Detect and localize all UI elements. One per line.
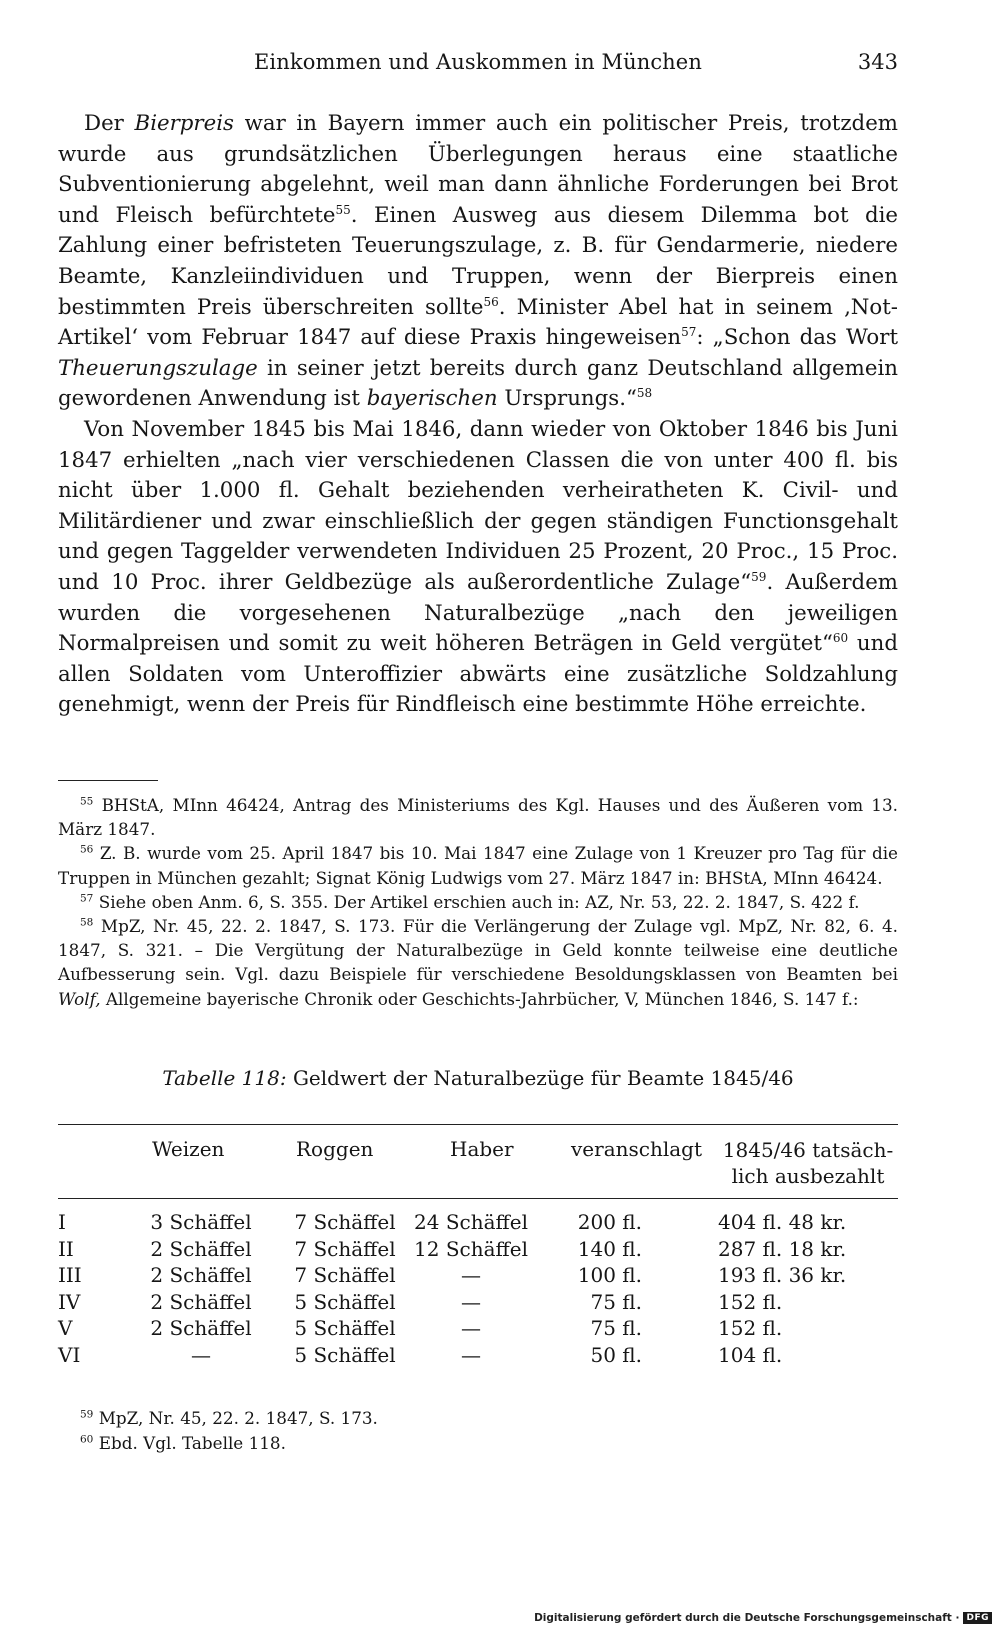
table-cell: 24 Schäffel [414, 1210, 528, 1234]
column-header-ausbezahlt: 1845/46 tatsäch- lich ausbezahlt [722, 1138, 894, 1188]
table-cell: 2 Schäffel [150, 1236, 252, 1261]
footnote-ref-58: 58 [636, 386, 653, 401]
table-cell: 3 Schäffel [150, 1210, 252, 1234]
table-cell: 5 Schäffel [294, 1343, 396, 1367]
table-cell: 12 Schäffel [414, 1236, 528, 1261]
footnote-58: $^{58}$ MpZ, Nr. 45, 22. 2. 1847, S. 173. Für die Verlängerung der Zulage vgl. MpZ, Nr. 82, 6. 4. 1847, S. 321. – Die Vergütung der Naturalbezüge in Geld konnte teilweise eine deutliche Aufbesserung sein. Vgl. dazu Beispiele für verschiedene Besoldungsklassen von Beamten bei Wolf, Allgemeine bayerische Chronik oder Geschichts-Jahrbücher, V, München 1846, S. 147 f.: [58, 916, 898, 1009]
footnote-ref-55: 55 [335, 202, 351, 217]
table-cell: VI [58, 1343, 81, 1367]
table-cell: I [58, 1210, 66, 1234]
footnote-57: $^{57}$ Siehe oben Anm. 6, S. 355. Der Artikel erschien auch in: AZ, Nr. 53, 22. 2. 1847, S. 422 f. [80, 891, 860, 912]
table-cell: II [58, 1236, 74, 1261]
footnotes [58, 793, 898, 1011]
table-cell: — [461, 1316, 481, 1341]
footnote-divider [58, 780, 158, 781]
table-header-rule [58, 1198, 898, 1199]
table-cell: 193 fl. 36 kr. [718, 1263, 847, 1288]
table-cell: 152 fl. [718, 1316, 783, 1341]
dfg-logo: DFG [963, 1612, 992, 1624]
table-cell: 404 fl. 48 kr. [718, 1210, 847, 1234]
table-cell: 7 Schäffel [294, 1236, 396, 1261]
table-cell: 100 fl. [577, 1263, 642, 1288]
paragraph-2: Von November 1845 bis Mai 1846, dann wieder von Oktober 1846 bis Juni 1847 erhielten „nach vier verschiedenen Classen die von unter 400 fl. bis nicht über 1.000 fl. Gehalt beziehenden verheiratheten K. Civil- und Militärdiener und zwar einschließlich der gegen ständigen Functionsgehalt und gegen Taggelder verwendeten Individuen 25 Prozent, 20 Proc., 15 Proc. und 10 Proc. ihrer Geldbezüge als außerordentliche Zulage“$^{59}$. Außerdem wurden die vorgesehenen Naturalbezüge „nach den jeweiligen Normalpreisen und somit zu weit höheren Beträgen in Geld vergütet“$^{60}$ und allen Soldaten vom Unteroffizier abwärts eine zusätzliche Soldzahlung genehmigt, wenn der Preis für Rindfleisch eine bestimmte Höhe erreichte. [58, 416, 899, 718]
table-cell: 2 Schäffel [150, 1316, 252, 1341]
table-cell: 7 Schäffel [294, 1263, 396, 1288]
paragraph-1: Der Bierpreis war in Bayern immer auch ein politischer Preis, trotzdem wurde aus grundsätzlichen Überlegungen heraus eine staatliche Subventionierung abgelehnt, weil man dann ähnliche Forderungen bei Brot und Fleisch befürchtete$^{55}$. Einen Ausweg aus diesem Dilemma bot die Zahlung einer befristeten Teuerungszulage, z. B. für Gendarmerie, niedere Beamte, Kanzleiindividuen und Truppen, wenn der Bierpreis einen bestimmten Preis überschreiten sollte$^{56}$. Minister Abel hat in seinem ‚Not-Artikel‘ vom Februar 1847 auf diese Praxis hingeweisen$^{57}$: „Schon das Wort Theuerungszulage in seiner jetzt bereits durch ganz Deutschland allgemein gewordenen Anwendung ist bayerischen Ursprungs.“$^{58}$ [58, 111, 898, 412]
column-header-haber: Haber [450, 1137, 514, 1161]
column-header-weizen: Weizen [152, 1137, 225, 1161]
table-cell: 2 Schäffel [150, 1289, 252, 1314]
table-caption: Tabelle 118: Geldwert der Naturalbezüge für Beamte 1845/46 [162, 1066, 794, 1090]
table-cell: 104 fl. [718, 1343, 783, 1367]
table-cell: — [461, 1343, 481, 1367]
table-cell: 2 Schäffel [150, 1263, 252, 1288]
table-cell: III [58, 1263, 82, 1288]
footnote-56: $^{56}$ Z. B. wurde vom 25. April 1847 bis 10. Mai 1847 eine Zulage von 1 Kreuzer pro Tag für die Truppen in München gezahlt; Signat König Ludwigs vom 27. März 1847 in: BHStA, MInn 46424. [58, 843, 898, 888]
table-cell: V [58, 1316, 73, 1341]
table-cell: 200 fl. [577, 1210, 642, 1234]
footnotes-bottom [58, 1406, 898, 1455]
footnote-ref-57: 57 [681, 325, 697, 340]
footnote-ref-59: 59 [751, 569, 767, 584]
table-cell: 75 fl. [590, 1289, 642, 1314]
main-text [58, 109, 898, 721]
table-cell: — [461, 1289, 481, 1314]
footnote-ref-56: 56 [483, 294, 499, 309]
page-header [58, 46, 898, 80]
page-number: 343 [857, 50, 898, 74]
footnote-ref-60: 60 [832, 631, 849, 645]
table-cell: 287 fl. 18 kr. [718, 1236, 847, 1261]
table-top-rule [58, 1124, 898, 1125]
table-cell: 5 Schäffel [294, 1289, 396, 1314]
footnote-59: $^{59}$ MpZ, Nr. 45, 22. 2. 1847, S. 173. [80, 1408, 378, 1428]
table-cell: 5 Schäffel [294, 1316, 396, 1341]
running-title: Einkommen und Auskommen in München [254, 50, 702, 74]
table-cell: IV [58, 1289, 81, 1314]
table-cell: 152 fl. [718, 1289, 783, 1314]
column-header-veranschlagt: veranschlagt [571, 1137, 703, 1161]
column-header-roggen: Roggen [296, 1137, 374, 1161]
footnote-55: $^{55}$ BHStA, MInn 46424, Antrag des Ministeriums des Kgl. Hauses und des Äußeren vom 13. März 1847. [58, 795, 898, 840]
table-cell: — [461, 1263, 481, 1288]
table-cell: — [191, 1343, 211, 1367]
digitization-credit: Digitalisierung gefördert durch die Deutsche Forschungsgemeinschaft · DFG [534, 1612, 992, 1624]
table-cell: 140 fl. [577, 1236, 642, 1261]
table-cell: 7 Schäffel [294, 1210, 396, 1234]
footnote-60: $^{60}$ Ebd. Vgl. Tabelle 118. [80, 1432, 286, 1453]
table-cell: 50 fl. [590, 1343, 642, 1367]
table-cell: 75 fl. [590, 1316, 642, 1341]
